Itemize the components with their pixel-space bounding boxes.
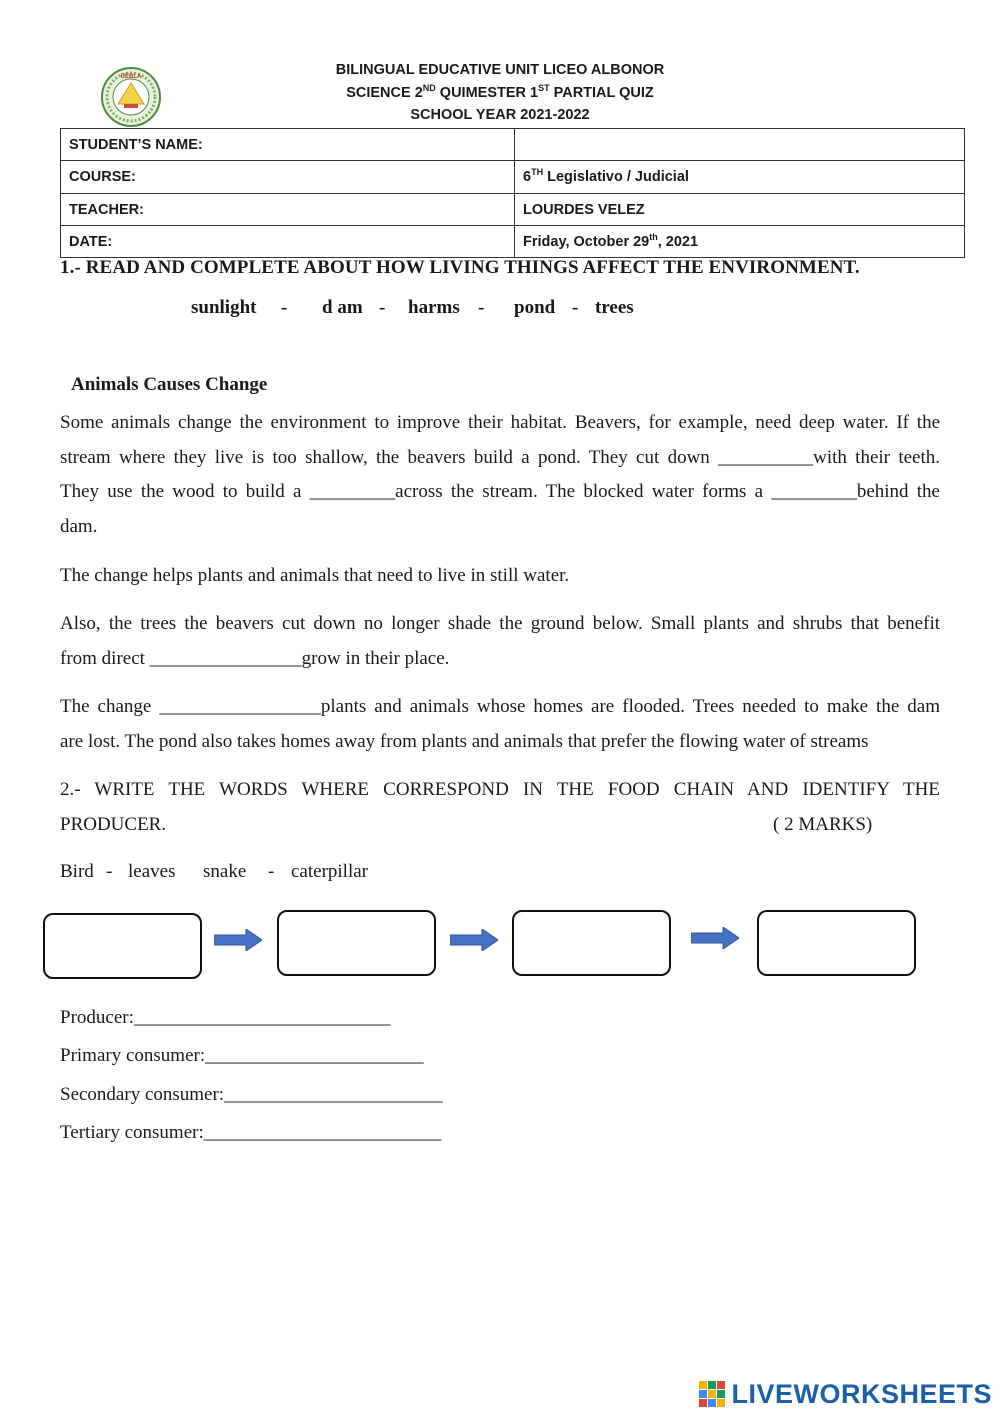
word-bank-pond: pond <box>514 297 556 318</box>
food-chain-separator: - <box>106 861 113 882</box>
food-chain-word-snake: snake <box>203 861 247 882</box>
section2-producer-word: PRODUCER. <box>60 814 167 835</box>
paragraph-4-line-1: The change _________________plants and animals whose homes are flooded. Trees needed to make the dam <box>60 696 940 717</box>
paragraph-1 <box>60 406 940 544</box>
section2-instruction <box>60 772 940 842</box>
section2-marks: ( 2 MARKS) <box>773 814 873 835</box>
paragraph-2: The change helps plants and animals that need to live in still water. <box>60 565 570 586</box>
section1-instruction: 1.- READ AND COMPLETE ABOUT HOW LIVING THINGS AFFECT THE ENVIRONMENT. <box>60 257 860 278</box>
student-name-label: STUDENT’S NAME: <box>61 129 515 161</box>
school-year: SCHOOL YEAR 2021-2022 <box>410 107 590 123</box>
liveworksheets-logo-icon <box>699 1381 725 1407</box>
food-chain-word-caterpillar: caterpillar <box>291 861 369 882</box>
arrow-right-icon <box>691 927 739 949</box>
date-value: Friday, October 29th, 2021 <box>515 226 965 258</box>
food-chain-box-1[interactable] <box>43 913 202 979</box>
student-info-table <box>60 128 965 258</box>
school-name: BILINGUAL EDUCATIVE UNIT LICEO ALBONOR <box>335 62 665 78</box>
watermark-text: LIVEWORKSHEETS <box>731 1378 992 1409</box>
paragraph-3 <box>60 607 940 676</box>
paragraph-3-line-1: Also, the trees the beavers cut down no longer shade the ground below. Small plants and shrubs that benefit <box>60 613 940 634</box>
food-chain-box-3[interactable] <box>512 910 671 976</box>
liveworksheets-watermark <box>699 1378 992 1410</box>
word-bank-sunlight: sunlight <box>191 297 257 318</box>
word-bank-separator: - <box>478 297 485 318</box>
paragraph-1-line-3: They use the wood to build a _________across the stream. The blocked water forms a _________behind the <box>60 481 940 502</box>
food-chain-box-2[interactable] <box>277 910 436 976</box>
food-chain-box-4[interactable] <box>757 910 916 976</box>
course-label: COURSE: <box>61 161 515 194</box>
arrow-right-icon <box>450 929 498 951</box>
course-value: 6TH Legislativo / Judicial <box>515 161 965 194</box>
school-logo <box>100 66 162 128</box>
word-bank-dam: d am <box>322 297 363 318</box>
secondary-consumer-answer-line[interactable]: Secondary consumer:_______________________ <box>60 1084 443 1105</box>
student-name-field[interactable] <box>515 129 965 161</box>
svg-text:UEBLA: UEBLA <box>120 74 142 80</box>
date-label: DATE: <box>61 226 515 258</box>
paragraph-4-line-2: are lost. The pond also takes homes away from plants and animals that prefer the flowing water of streams <box>60 730 869 752</box>
food-chain-separator: - <box>268 861 275 882</box>
tertiary-consumer-answer-line[interactable]: Tertiary consumer:_________________________ <box>60 1122 442 1143</box>
section2-instruction-line-2 <box>60 807 940 842</box>
arrow-right-icon <box>214 929 262 951</box>
producer-answer-line[interactable]: Producer:___________________________ <box>60 1007 391 1028</box>
food-chain-word-leaves: leaves <box>128 861 176 882</box>
word-bank-separator: - <box>379 297 386 318</box>
paragraph-4 <box>60 690 940 759</box>
paragraph-3-line-2: from direct ________________grow in their place. <box>60 647 450 669</box>
paragraph-1-line-4: dam. <box>60 515 98 537</box>
paragraph-1-line-2: stream where they live is too shallow, the beavers build a pond. They cut down __________with their teeth. <box>60 446 940 468</box>
primary-consumer-answer-line[interactable]: Primary consumer:_______________________ <box>60 1045 424 1066</box>
word-bank-trees: trees <box>595 297 634 318</box>
section2-instruction-line-1: 2.- WRITE THE WORDS WHERE CORRESPOND IN THE FOOD CHAIN AND IDENTIFY THE <box>60 779 940 800</box>
teacher-value: LOURDES VELEZ <box>515 194 965 226</box>
word-bank-separator: - <box>281 297 288 318</box>
word-bank-harms: harms <box>408 297 460 318</box>
food-chain-word-bird: Bird <box>60 861 94 882</box>
word-bank-separator: - <box>572 297 579 318</box>
paragraph-1-line-1: Some animals change the environment to improve their habitat. Beavers, for example, need deep water. If the <box>60 412 940 433</box>
quiz-title: SCIENCE 2ND QUIMESTER 1ST PARTIAL QUIZ <box>346 83 654 101</box>
passage-subtitle: Animals Causes Change <box>71 374 268 395</box>
teacher-label: TEACHER: <box>61 194 515 226</box>
